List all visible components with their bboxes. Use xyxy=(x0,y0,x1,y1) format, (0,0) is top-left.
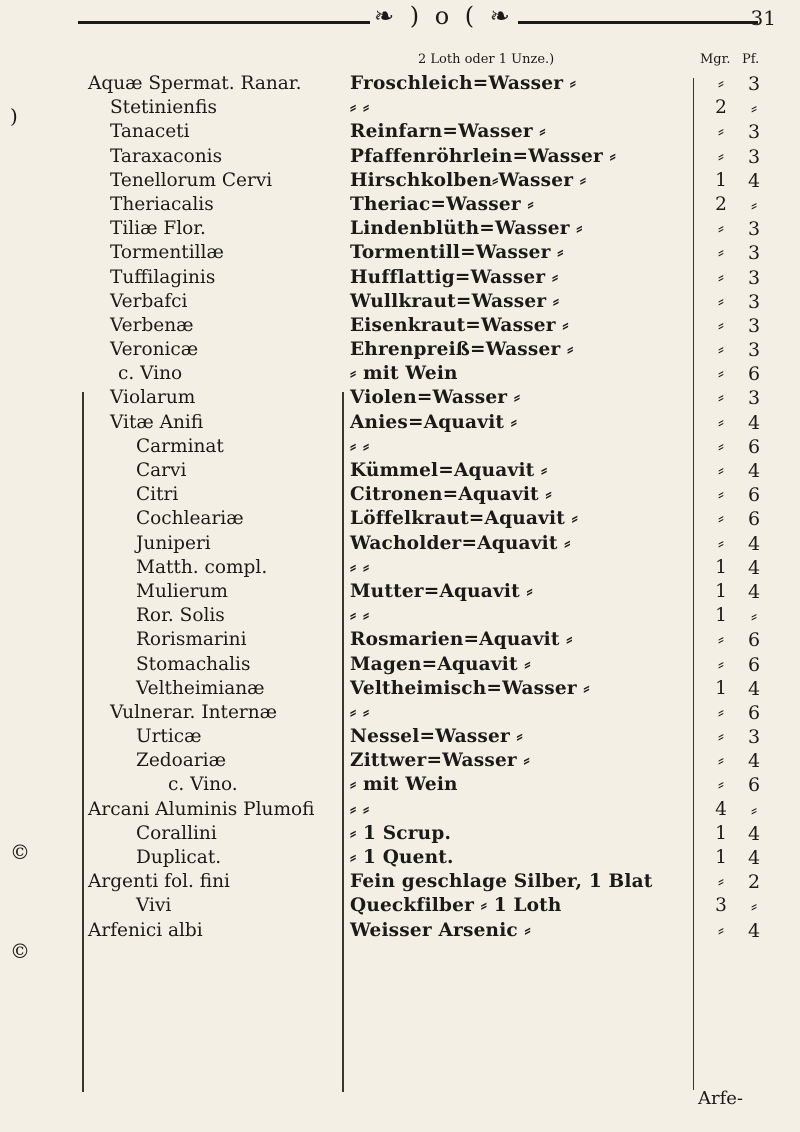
price-mgr: 1 xyxy=(715,169,727,191)
price-mgr: ⸗ xyxy=(717,266,725,288)
price-pf: 6 xyxy=(747,629,761,652)
price-pf: 2 xyxy=(747,871,761,894)
price-mgr: ⸗ xyxy=(717,919,725,941)
german-name: ⸗ ⸗ xyxy=(350,556,370,578)
price-mgr: ⸗ xyxy=(717,460,725,481)
german-name: Eisenkraut=Wasser ⸗ xyxy=(350,314,569,336)
price-mgr: ⸗ xyxy=(717,218,725,240)
german-name: Froschleich=Wasser ⸗ xyxy=(350,73,577,94)
price-mgr: ⸗ xyxy=(717,532,725,554)
list-item xyxy=(88,677,774,701)
list-item xyxy=(88,701,774,725)
german-name: Veltheimisch=Wasser ⸗ xyxy=(350,677,590,699)
price-mgr: ⸗ xyxy=(717,750,725,772)
list-item xyxy=(88,217,774,241)
list-item xyxy=(88,628,774,652)
price-mgr: ⸗ xyxy=(717,411,725,433)
german-name: ⸗ ⸗ xyxy=(350,798,370,820)
latin-name: Carminat xyxy=(136,435,224,457)
german-name: Reinfarn=Wasser ⸗ xyxy=(350,121,546,143)
price-mgr: ⸗ xyxy=(717,629,725,651)
price-mgr: ⸗ xyxy=(717,363,725,385)
price-mgr: ⸗ xyxy=(717,508,725,530)
price-pf: ⸗ xyxy=(750,798,758,821)
header-ornament: ❧ ) o ( ❧ xyxy=(370,2,518,30)
list-item xyxy=(88,338,774,362)
german-name: ⸗ ⸗ xyxy=(350,97,370,119)
price-pf: 4 xyxy=(747,411,761,434)
german-name: Anies=Aquavit ⸗ xyxy=(350,411,518,433)
price-mgr: 3 xyxy=(715,895,727,917)
german-name: Kümmel=Aquavit ⸗ xyxy=(350,460,548,481)
latin-name: Carvi xyxy=(136,460,187,481)
german-name: Ehrenpreiß=Wasser ⸗ xyxy=(350,339,574,361)
price-mgr: ⸗ xyxy=(717,701,725,723)
price-pf: 3 xyxy=(747,145,761,168)
price-pf: 3 xyxy=(747,387,761,410)
list-item xyxy=(88,532,774,556)
list-item xyxy=(88,894,774,918)
margin-mark-symbol: © xyxy=(10,939,30,963)
latin-name: Tenellorum Cervi xyxy=(110,169,273,191)
list-item xyxy=(88,653,774,677)
latin-name: Matth. compl. xyxy=(136,556,268,578)
german-name: Zittwer=Wasser ⸗ xyxy=(350,750,530,772)
german-name: Pfaffenröhrlein=Wasser ⸗ xyxy=(350,145,616,167)
price-mgr: 2 xyxy=(715,193,727,215)
latin-name: Aquæ Spermat. Ranar. xyxy=(88,73,302,94)
price-mgr: 1 xyxy=(715,556,727,578)
list-item xyxy=(88,314,774,338)
german-name: Fein geschlage Silber, 1 Blat xyxy=(350,871,653,893)
latin-name: Tuffilaginis xyxy=(110,266,216,288)
price-mgr: 1 xyxy=(715,847,727,868)
price-mgr: 1 xyxy=(715,677,727,699)
german-name: Hufflattig=Wasser ⸗ xyxy=(350,266,559,288)
german-name: ⸗ 1 Quent. xyxy=(350,847,454,868)
price-mgr: 1 xyxy=(715,605,727,627)
latin-name: Tiliæ Flor. xyxy=(110,218,206,240)
column-heading-pf: Pf. xyxy=(742,52,760,67)
latin-name: Vulnerar. Internæ xyxy=(110,701,278,723)
list-item xyxy=(88,241,774,265)
latin-name: Veronicæ xyxy=(110,339,199,361)
price-pf: 4 xyxy=(747,169,761,192)
latin-name: Mulierum xyxy=(136,580,228,602)
list-item xyxy=(88,459,774,483)
price-pf: 3 xyxy=(747,290,761,313)
german-name: ⸗ ⸗ xyxy=(350,435,370,457)
german-name: ⸗ ⸗ xyxy=(350,701,370,723)
latin-name: Citri xyxy=(136,484,179,506)
german-name: Tormentill=Wasser ⸗ xyxy=(350,242,564,264)
catchword: Arfe- xyxy=(698,1088,743,1109)
list-item xyxy=(88,483,774,507)
latin-name: c. Vino. xyxy=(168,774,238,796)
price-mgr: 4 xyxy=(715,798,727,820)
price-pf: 4 xyxy=(747,532,761,555)
price-pf: 6 xyxy=(747,484,761,507)
price-pf: ⸗ xyxy=(750,895,758,918)
latin-name: Arfenici albi xyxy=(88,919,203,941)
latin-name: Verbenæ xyxy=(110,314,194,336)
list-item xyxy=(88,290,774,314)
price-mgr: ⸗ xyxy=(717,484,725,506)
price-pf: ⸗ xyxy=(750,193,758,216)
german-name: ⸗ mit Wein xyxy=(350,774,458,796)
price-mgr: 1 xyxy=(715,580,727,602)
list-item xyxy=(88,604,774,628)
price-pf: ⸗ xyxy=(750,97,758,120)
price-pf: 4 xyxy=(747,822,761,845)
list-item xyxy=(88,919,774,943)
list-item xyxy=(88,580,774,604)
latin-name: Tanaceti xyxy=(110,121,190,143)
latin-name: Ror. Solis xyxy=(136,605,225,627)
price-mgr: ⸗ xyxy=(717,653,725,675)
list-item xyxy=(88,798,774,822)
price-pf: 4 xyxy=(747,919,761,942)
price-pf: 3 xyxy=(747,339,761,362)
latin-name: Stetinienfis xyxy=(110,97,217,119)
price-mgr: ⸗ xyxy=(717,290,725,312)
list-item xyxy=(88,435,774,459)
latin-name: Theriacalis xyxy=(110,193,214,215)
price-pf: 3 xyxy=(747,726,761,749)
list-item xyxy=(88,507,774,531)
price-pf: 6 xyxy=(747,435,761,458)
list-item xyxy=(88,870,774,894)
latin-name: Argenti fol. fini xyxy=(88,871,230,893)
price-mgr: ⸗ xyxy=(717,73,725,94)
german-name: Wacholder=Aquavit ⸗ xyxy=(350,532,571,554)
german-name: Citronen=Aquavit ⸗ xyxy=(350,484,552,506)
price-pf: 3 xyxy=(747,242,761,265)
german-name: Queckfilber ⸗ 1 Loth xyxy=(350,895,562,917)
price-pf: 3 xyxy=(747,121,761,144)
price-mgr: ⸗ xyxy=(717,339,725,361)
price-mgr: ⸗ xyxy=(717,242,725,264)
column-heading-quantity: 2 Loth oder 1 Unze.) xyxy=(418,52,555,67)
latin-name: Vitæ Anifi xyxy=(110,411,204,433)
latin-name: Verbafci xyxy=(110,290,188,312)
price-pf: 4 xyxy=(747,556,761,579)
list-item xyxy=(88,145,774,169)
german-name: Wullkraut=Wasser ⸗ xyxy=(350,290,560,312)
column-heading-mgr: Mgr. xyxy=(700,52,731,67)
latin-name: Cochleariæ xyxy=(136,508,244,530)
list-item xyxy=(88,120,774,144)
price-pf: 3 xyxy=(747,314,761,337)
german-name: Nessel=Wasser ⸗ xyxy=(350,726,523,748)
latin-name: Duplicat. xyxy=(136,847,222,868)
list-item xyxy=(88,822,774,846)
german-name: Mutter=Aquavit ⸗ xyxy=(350,580,533,602)
latin-name: Zedoariæ xyxy=(136,750,226,772)
price-pf: 6 xyxy=(747,363,761,386)
page-number: 31 xyxy=(750,6,776,30)
list-item xyxy=(88,773,774,797)
price-mgr: ⸗ xyxy=(717,774,725,796)
latin-name: Juniperi xyxy=(136,532,211,554)
list-item xyxy=(88,193,774,217)
latin-name: Taraxaconis xyxy=(110,145,223,167)
list-item xyxy=(88,362,774,386)
german-name: Hirschkolben⸗Wasser ⸗ xyxy=(350,169,587,191)
price-pf: 3 xyxy=(747,218,761,241)
price-pf: 4 xyxy=(747,677,761,700)
latin-name: Urticæ xyxy=(136,726,202,748)
latin-name: Corallini xyxy=(136,822,217,844)
price-pf: ⸗ xyxy=(750,605,758,628)
german-name: Rosmarien=Aquavit ⸗ xyxy=(350,629,573,651)
german-name: Löffelkraut=Aquavit ⸗ xyxy=(350,508,578,530)
price-pf: 4 xyxy=(747,460,761,482)
list-item xyxy=(88,411,774,435)
list-item xyxy=(88,169,774,193)
price-pf: 4 xyxy=(747,580,761,603)
list-item xyxy=(88,846,774,870)
latin-name: Tormentillæ xyxy=(110,242,224,264)
price-mgr: ⸗ xyxy=(717,145,725,167)
price-mgr: ⸗ xyxy=(717,121,725,143)
latin-name: Rorismarini xyxy=(136,629,247,651)
german-name: Theriac=Wasser ⸗ xyxy=(350,193,534,215)
german-name: Lindenblüth=Wasser ⸗ xyxy=(350,218,583,240)
latin-name: Arcani Aluminis Plumofi xyxy=(88,798,315,820)
latin-name: Stomachalis xyxy=(136,653,251,675)
german-name: Magen=Aquavit ⸗ xyxy=(350,653,531,675)
latin-name: Vivi xyxy=(136,895,172,917)
german-name: Weisser Arsenic ⸗ xyxy=(350,919,531,941)
list-item xyxy=(88,386,774,410)
price-mgr: ⸗ xyxy=(717,314,725,336)
price-pf: 6 xyxy=(747,701,761,724)
price-mgr: 1 xyxy=(715,822,727,844)
margin-mark-symbol: © xyxy=(10,840,30,864)
left-divider xyxy=(82,392,84,1092)
list-item xyxy=(88,72,774,96)
price-pf: 4 xyxy=(747,847,761,869)
price-pf: 3 xyxy=(747,266,761,289)
list-item xyxy=(88,725,774,749)
price-pf: 6 xyxy=(747,774,761,797)
latin-name: Violarum xyxy=(110,387,196,409)
german-name: ⸗ 1 Scrup. xyxy=(350,822,452,844)
price-mgr: 2 xyxy=(715,97,727,119)
german-name: ⸗ ⸗ xyxy=(350,605,370,627)
price-pf: 3 xyxy=(747,73,761,95)
price-mgr: ⸗ xyxy=(717,387,725,409)
list-item xyxy=(88,749,774,773)
margin-mark-bracket: ) xyxy=(10,104,18,128)
price-pf: 6 xyxy=(747,508,761,531)
price-pf: 4 xyxy=(747,750,761,773)
latin-name: Veltheimianæ xyxy=(136,677,265,699)
price-pf: 6 xyxy=(747,653,761,676)
price-mgr: ⸗ xyxy=(717,871,725,893)
price-mgr: ⸗ xyxy=(717,726,725,748)
latin-name: c. Vino xyxy=(118,363,183,385)
list-item xyxy=(88,266,774,290)
price-mgr: ⸗ xyxy=(717,435,725,457)
price-list xyxy=(88,72,774,943)
german-name: Violen=Wasser ⸗ xyxy=(350,387,521,409)
german-name: ⸗ mit Wein xyxy=(350,363,458,385)
list-item xyxy=(88,556,774,580)
list-item xyxy=(88,96,774,120)
